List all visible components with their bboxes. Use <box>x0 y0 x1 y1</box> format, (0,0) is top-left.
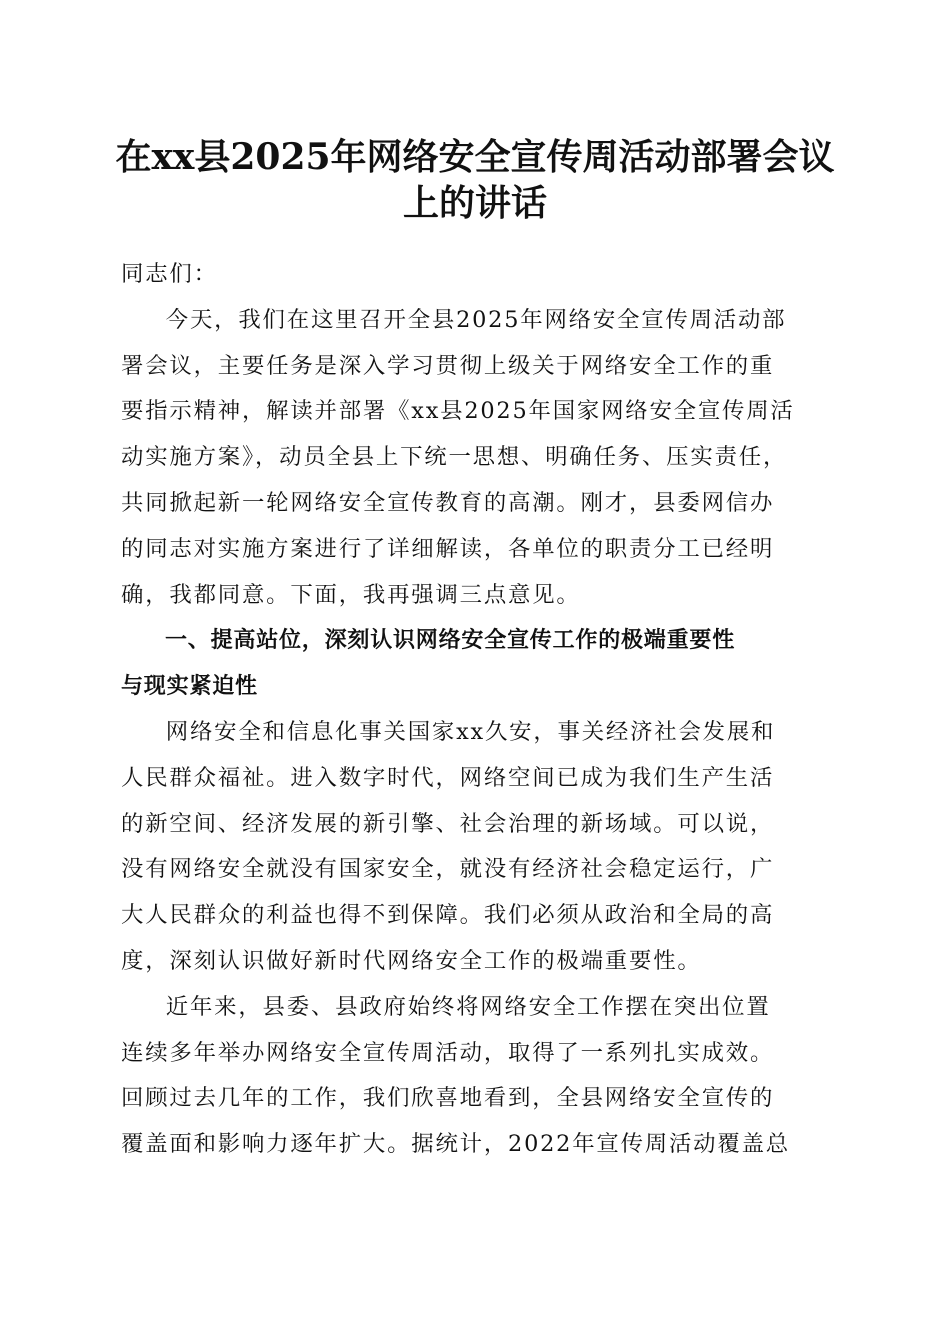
paragraph-intro <box>121 298 833 619</box>
text-line: 覆盖面和影响力逐年扩大。据统计，2022年宣传周活动覆盖总 <box>121 1131 790 1158</box>
heading-line: 一、提高站位，深刻认识网络安全宣传工作的极端重要性 <box>165 628 736 654</box>
text-line: 的同志对实施方案进行了详细解读，各单位的职责分工已经明 <box>121 535 775 562</box>
text-line: 确，我都同意。下面，我再强调三点意见。 <box>121 581 581 608</box>
heading-line: 与现实紧迫性 <box>121 674 258 700</box>
title-line-1: 在xx县2025年网络安全宣传周活动部署会议 <box>115 136 835 178</box>
text-line: 要指示精神，解读并部署《xx县2025年国家网络安全宣传周活 <box>121 398 795 425</box>
text-line: 动实施方案》，动员全县上下统一思想、明确任务、压实责任， <box>121 444 788 471</box>
text-line: 度，深刻认识做好新时代网络安全工作的极端重要性。 <box>121 947 702 974</box>
text-line: 的新空间、经济发展的新引擎、社会治理的新场域。可以说， <box>121 810 775 837</box>
text-line: 人民群众福祉。进入数字时代，网络空间已成为我们生产生活 <box>121 764 775 791</box>
title-line-2: 上的讲话 <box>402 182 547 224</box>
text-line: 没有网络安全就没有国家安全，就没有经济社会稳定运行，广 <box>121 856 775 883</box>
document-body <box>121 252 833 1168</box>
text-line: 今天，我们在这里召开全县2025年网络安全宣传周活动部 <box>165 306 787 333</box>
salutation: 同志们： <box>121 261 218 287</box>
text-line: 回顾过去几年的工作，我们欣喜地看到，全县网络安全宣传的 <box>121 1085 775 1112</box>
text-line: 署会议，主要任务是深入学习贯彻上级关于网络安全工作的重 <box>121 352 775 379</box>
text-line: 连续多年举办网络安全宣传周活动，取得了一系列扎实成效。 <box>121 1039 775 1066</box>
section-heading <box>121 618 833 710</box>
text-line: 大人民群众的利益也得不到保障。我们必须从政治和全局的高 <box>121 902 775 929</box>
text-line: 网络安全和信息化事关国家xx久安，事关经济社会发展和 <box>165 718 776 745</box>
paragraph-achievements <box>121 985 833 1168</box>
paragraph-importance <box>121 710 833 985</box>
document-title <box>100 134 850 226</box>
text-line: 共同掀起新一轮网络安全宣传教育的高潮。刚才，县委网信办 <box>121 489 775 516</box>
text-line: 近年来，县委、县政府始终将网络安全工作摆在突出位置 <box>165 993 771 1020</box>
